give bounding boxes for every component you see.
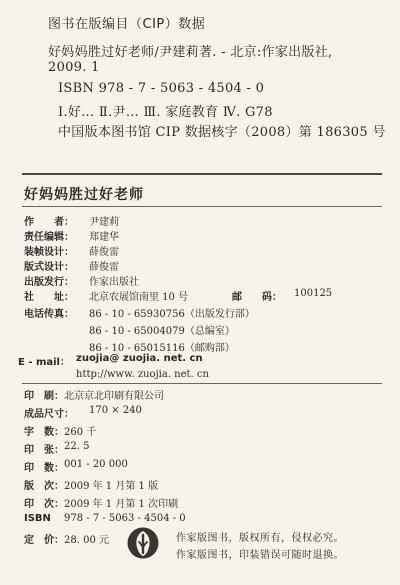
editor-label: 责任编辑：: [24, 232, 74, 243]
phone-value-1: 86 - 10 - 65930756（出版发行部）: [89, 309, 255, 320]
design-label: 装帧设计：: [24, 247, 74, 258]
address-label: 社 址：: [24, 292, 74, 303]
postcode-value: 100125: [294, 288, 333, 299]
edition-value: 2009 年 1 月第 1 版: [64, 481, 159, 492]
email-label: E - mail：: [18, 357, 70, 368]
author-label: 作 者：: [24, 217, 74, 228]
isbn-label: ISBN: [24, 513, 51, 524]
print-count-value: 001 - 20 000: [64, 459, 128, 470]
publisher-logo-icon: [126, 526, 160, 560]
sheets-value: 22. 5: [64, 441, 90, 452]
cip-bibliographic-line: 好妈妈胜过好老师/尹建莉著. - 北京:作家出版社,: [48, 45, 333, 60]
print-count-label: 印 数：: [24, 463, 64, 474]
top-divider: [22, 173, 382, 175]
words-label: 字 数：: [24, 427, 64, 438]
price-value: 28. 00 元: [64, 535, 109, 546]
cip-classification-line: Ⅰ.好… Ⅱ.尹… Ⅲ. 家庭教育 Ⅳ. G78: [58, 105, 273, 120]
layout-value: 薛俊雷: [89, 262, 119, 273]
size-value: 170 × 240: [89, 405, 142, 416]
cip-isbn-line: ISBN 978 - 7 - 5063 - 4504 - 0: [58, 81, 265, 96]
sheets-label: 印 张：: [24, 445, 64, 456]
design-value: 薛俊雷: [89, 247, 119, 258]
printer-label: 印 刷：: [24, 391, 64, 402]
distribution-value: 作家出版社: [89, 277, 139, 288]
postcode-label: 邮 码：: [232, 292, 282, 303]
layout-label: 版式设计：: [24, 262, 74, 273]
phone-value-2: 86 - 10 - 65004079（总编室）: [89, 326, 235, 337]
impression-label: 印 次：: [24, 499, 64, 510]
price-label: 定 价：: [24, 535, 64, 546]
printer-value: 北京京北印刷有限公司: [64, 391, 164, 402]
address-value: 北京农展馆南里 10 号: [89, 292, 189, 303]
edition-label: 版 次：: [24, 481, 64, 492]
exchange-note: 作家版图书，印装错误可随时退换。: [176, 550, 344, 561]
phone-label: 电话传真：: [24, 309, 74, 320]
credits-divider: [22, 383, 382, 384]
book-title: 好妈妈胜过好老师: [24, 187, 144, 203]
words-value: 260 千: [64, 427, 97, 438]
website-value: http://www. zuojia. net. cn: [76, 369, 209, 380]
title-divider: [22, 206, 382, 207]
copyright-note: 作家版图书，版权所有，侵权必究。: [176, 533, 344, 544]
cip-record-line: 中国版本图书馆 CIP 数据核字（2008）第 186305 号: [58, 125, 386, 140]
email-value: zuojia@ zuojia. net. cn: [76, 353, 203, 364]
cip-date-line: 2009. 1: [48, 60, 100, 75]
distribution-label: 出版发行：: [24, 277, 74, 288]
size-label: 成品尺寸：: [24, 409, 74, 420]
isbn-value: 978 - 7 - 5063 - 4504 - 0: [64, 513, 186, 524]
phone-value-3: 86 - 10 - 65015116（邮购部）: [89, 343, 235, 354]
author-value: 尹建莉: [89, 217, 119, 228]
impression-value: 2009 年 1 月第 1 次印刷: [64, 499, 179, 510]
editor-value: 郑建华: [89, 232, 119, 243]
cip-title: 图书在版编目（CIP）数据: [48, 17, 206, 32]
